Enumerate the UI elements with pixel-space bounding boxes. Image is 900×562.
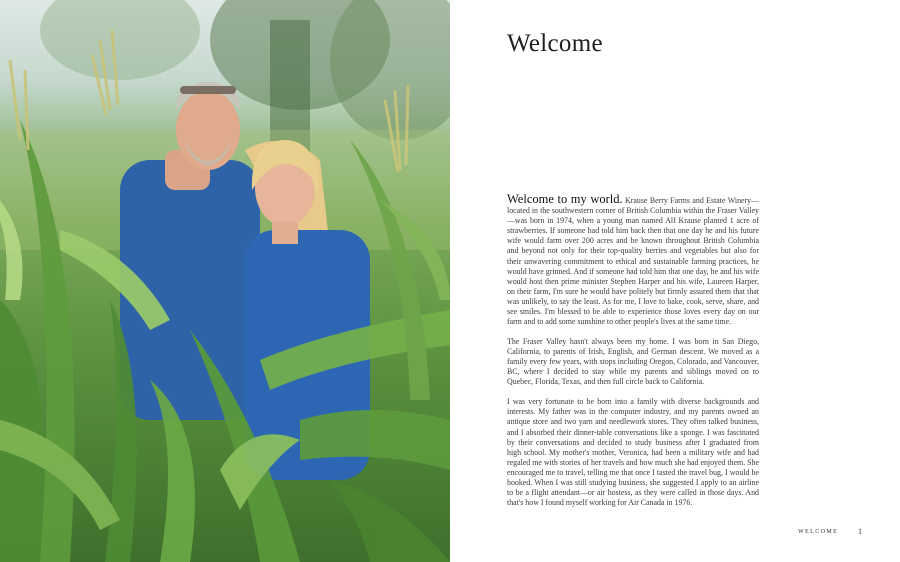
paragraph-3: I was very fortunate to be born into a family with diverse backgrounds and interests. My father was in the computer industry, and my parents owned an antique store and two yarn and needlework stores. They often talked business, and I absorbed their dinner-table conversations like a sponge. I was fascinated by their conversations and decided to study business after I graduated from high school. My mother's mother, Veronica, had been a military wife and had regaled me with stories of her travels and how much she had enjoyed them. She encouraged me to travel, telling me that once I tasted the travel bug, I would be hooked. When I was still studying business, she suggested I apply to an airline to be a flight attendant—or air hostess, as they were called in those days. And that's how I found myself working for Air Canada in 1976.	[507, 397, 759, 508]
text-page	[450, 0, 900, 562]
chapter-title: Welcome	[507, 30, 603, 57]
lead-in: Welcome to my world.	[507, 192, 623, 206]
body-text	[507, 194, 759, 518]
page-number: 1	[858, 527, 862, 536]
paragraph-1-text: Krause Berry Farms and Estate Winery—located in the southwestern corner of British Columbia within the Fraser Valley—was born in 1974, when a young man named Alf Krause planted 1 acre of strawberries. If someone had told him back then that one day he and his future wife would farm over 200 acres and be known throughout British Columbia and beyond not only for their top-quality berries and vegetables but also for their unwavering commitment to ethical and sustainable farming practices, he would have grinned. And if someone had told him that one day, he and his wife would host then prime minister Stephen Harper and his wife, Laureen Harper, on their farm, I'm sure he would have politely but firmly assured them that that was unlikely, to say the least. As for me, I love to bake, cook, serve, share, and see smiles. I'm blessed to be able to experience those loves every day on our farm and to add some sunshine to other people's lives at the same time.	[507, 196, 760, 327]
paragraph-2: The Fraser Valley hasn't always been my home. I was born in San Diego, California, to parents of Irish, English, and German descent. We moved as a family every few years, with stops including Oregon, Colorado, and Vancouver, BC, where I decided to stay while my parents and siblings moved on to Quebec, Florida, Texas, and then full circle back to California.	[507, 337, 759, 387]
running-footer: WELCOME	[798, 529, 839, 535]
paragraph-1	[507, 194, 759, 327]
